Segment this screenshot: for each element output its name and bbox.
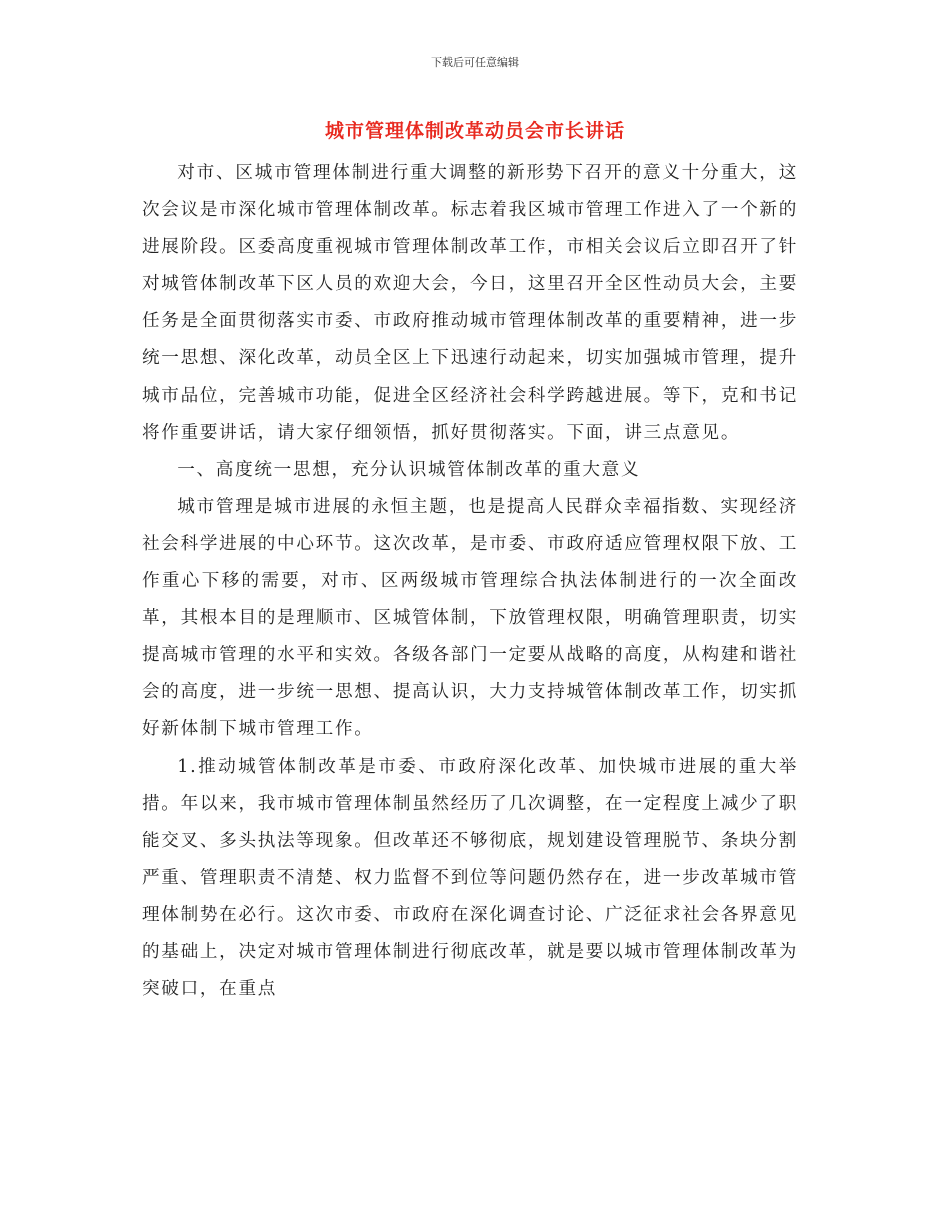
header-note: 下载后可任意编辑 bbox=[431, 56, 519, 69]
document-title: 城市管理体制改革动员会市长讲话 bbox=[324, 120, 625, 142]
paragraph-city-management: 城市管理是城市进展的永恒主题，也是提高人民群众幸福指数、实现经济社会科学进展的中心环节。这次改革，是市委、市政府适应管理权限下放、工作重心下移的需要，对市、区两级城市管理综合执法体制进行的一次全面改革，其根本目的是理顺市、区城管体制，下放管理权限，明确管理职责，切实提高城市管理的水平和实效。各级各部门一定要从战略的高度，从构建和谐社会的高度，进一步统一思想、提高认识，大力支持城管体制改革工作，切实抓好新体制下城市管理工作。 bbox=[142, 496, 798, 740]
paragraph-point-1: 1.推动城管体制改革是市委、市政府深化改革、加快城市进展的重大举措。年以来，我市城市管理体制虽然经历了几次调整，在一定程度上减少了职能交叉、多头执法等现象。但改革还不够彻底，规划建设管理脱节、条块分割严重、管理职责不清楚、权力监督不到位等问题仍然存在，进一步改革城市管理体制势在必行。这次市委、市政府在深化调查讨论、广泛征求社会各界意见的基础上，决定对城市管理体制进行彻底改革，就是要以城市管理体制改革为突破口，在重点 bbox=[142, 756, 798, 1000]
document-body bbox=[142, 155, 798, 1008]
section-heading-1: 一、高度统一思想，充分认识城管体制改革的重大意义 bbox=[177, 459, 641, 480]
paragraph-intro: 对市、区城市管理体制进行重大调整的新形势下召开的意义十分重大，这次会议是市深化城市管理体制改革。标志着我区城市管理工作进入了一个新的进展阶段。区委高度重视城市管理体制改革工作，市相关会议后立即召开了针对城管体制改革下区人员的欢迎大会，今日，这里召开全区性动员大会，主要任务是全面贯彻落实市委、市政府推动城市管理体制改革的重要精神，进一步统一思想、深化改革，动员全区上下迅速行动起来，切实加强城市管理，提升城市品位，完善城市功能，促进全区经济社会科学跨越进展。等下，克和书记将作重要讲话，请大家仔细领悟，抓好贯彻落实。下面，讲三点意见。 bbox=[142, 163, 798, 443]
